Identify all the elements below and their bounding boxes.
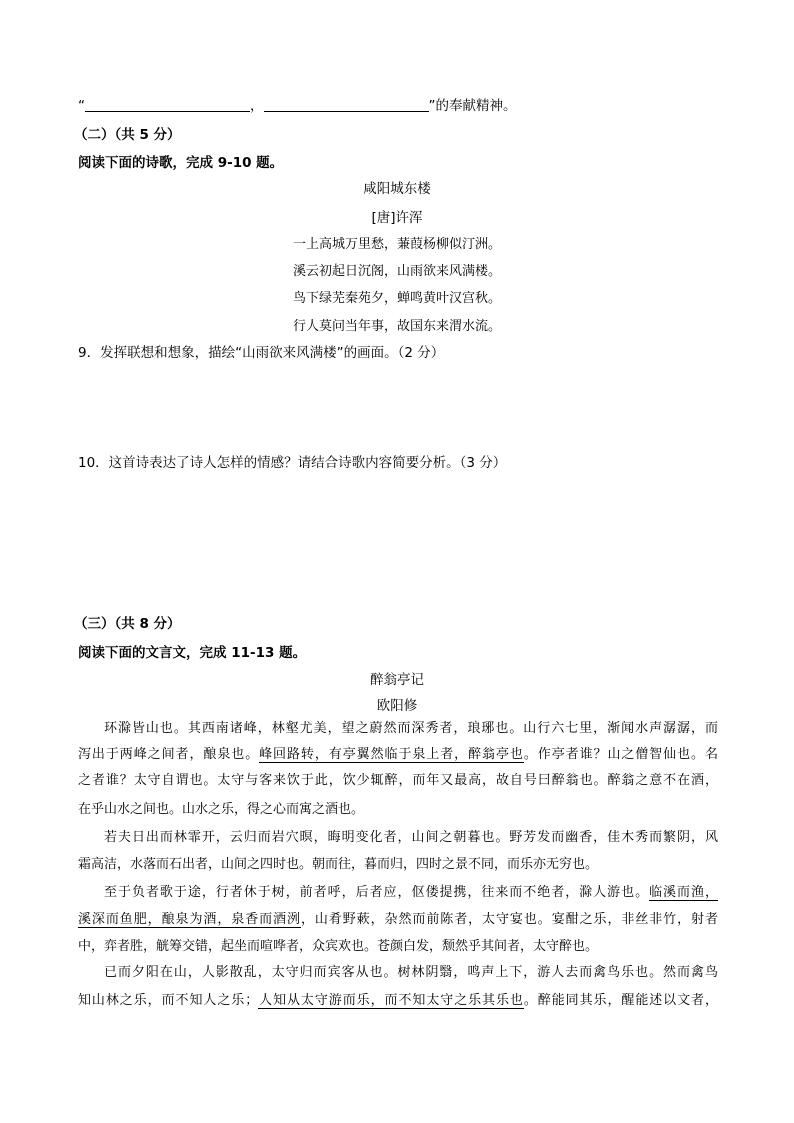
p4-line-2-text-a: 知山林之乐，而不知人之乐； bbox=[78, 993, 259, 1008]
poem-author: [唐]许浑 bbox=[371, 210, 423, 226]
poem-line-3: 鸟下绿芜秦苑夕，蝉鸣黄叶汉宫秋。 bbox=[292, 291, 501, 306]
p1-underlined-sentence: 峰回路转，有亭翼然临于泉上者，醉翁亭也 bbox=[259, 747, 524, 762]
p1-line-4: 在乎山水之间也。山水之乐，得之心而寓之酒也。 bbox=[78, 802, 365, 817]
p2-line-2: 霜高洁，水落而石出者，山间之四时也。朝而往，暮而归，四时之景不同，而乐亦无穷也。 bbox=[78, 857, 599, 872]
question-9: 9．发挥联想和想象，描绘“山雨欲来风满楼”的画面。（2 分） bbox=[78, 345, 445, 361]
p1-line-2-text-b: 。作亭者谁？山之僧智仙也。名 bbox=[523, 747, 718, 762]
p3-line-1-text: 至于负者歌于途，行者休于树，前者呼，后者应，伛偻提携，往来而不绝者，滁人游也。 bbox=[104, 885, 650, 900]
section2-heading: （二）（共 5 分） bbox=[74, 127, 181, 143]
section2-instruction: 阅读下面的诗歌，完成 9-10 题。 bbox=[78, 155, 284, 171]
p3-line-3: 中，弈者胜，觥筹交错，起坐而喧哗者，众宾欢也。苍颜白发，颓然乎其间者，太守醉也。 bbox=[78, 939, 599, 954]
question-10: 10．这首诗表达了诗人怎样的情感？请结合诗歌内容简要分析。（3 分） bbox=[78, 455, 507, 471]
p4-line-2-text-b: 。醉能同其乐，醒能述以文者， bbox=[523, 993, 718, 1008]
p4-underlined-sentence: 人知从太守游而乐，而不知太守之乐其乐也 bbox=[258, 993, 524, 1008]
poem-line-2: 溪云初起日沉阁，山雨欲来风满楼。 bbox=[292, 264, 501, 279]
answer-blank-2[interactable] bbox=[264, 98, 429, 112]
p4-line-1: 已而夕阳在山，人影散乱，太守归而宾客从也。树林阴翳，鸣声上下，游人去而禽鸟乐也。然而禽鸟 bbox=[104, 965, 718, 980]
poem-line-4: 行人莫问当年事，故国东来渭水流。 bbox=[292, 319, 501, 334]
p1-line-2 bbox=[78, 742, 718, 768]
p1-line-3: 之者谁？太守自谓也。太守与客来饮于此，饮少辄醉，而年又最高，故自号曰醉翁也。醉翁之意不在酒， bbox=[78, 773, 718, 788]
p3-underlined-part-2: 溪深而鱼肥，酿泉为酒，泉香而酒洌 bbox=[78, 912, 301, 927]
answer-blank-1[interactable] bbox=[85, 98, 250, 112]
fill-blank-line bbox=[78, 94, 517, 114]
p3-line-2-text: ，山肴野蔌，杂然而前陈者，太守宴也。宴酣之乐，非丝非竹，射者 bbox=[300, 912, 718, 927]
p3-underlined-part-1: 临溪而渔， bbox=[649, 885, 718, 900]
fill-blank-tail: ”的奉献精神。 bbox=[428, 98, 517, 114]
p1-line-1: 环滁皆山也。其西南诸峰，林壑尤美，望之蔚然而深秀者，琅琊也。山行六七里，渐闻水声潺潺，而 bbox=[104, 721, 718, 736]
p1-line-2-text-a: 泻出于两峰之间者，酿泉也。 bbox=[78, 747, 260, 762]
p4-line-2 bbox=[78, 988, 718, 1014]
p3-line-2 bbox=[78, 907, 718, 933]
open-quote: “ bbox=[78, 98, 85, 114]
section3-heading: （三）（共 8 分） bbox=[74, 616, 181, 632]
poem-title: 咸阳城东楼 bbox=[363, 181, 431, 197]
p3-line-1 bbox=[104, 880, 718, 906]
comma: ， bbox=[250, 98, 264, 114]
essay-title: 醉翁亭记 bbox=[370, 672, 424, 688]
p2-line-1: 若夫日出而林霏开，云归而岩穴暝，晦明变化者，山间之朝暮也。野芳发而幽香，佳木秀而繁阴，风 bbox=[104, 830, 718, 845]
essay-author: 欧阳修 bbox=[376, 698, 418, 714]
section3-instruction: 阅读下面的文言文，完成 11-13 题。 bbox=[78, 645, 307, 661]
poem-line-1: 一上高城万里愁，蒹葭杨柳似汀洲。 bbox=[292, 237, 501, 252]
